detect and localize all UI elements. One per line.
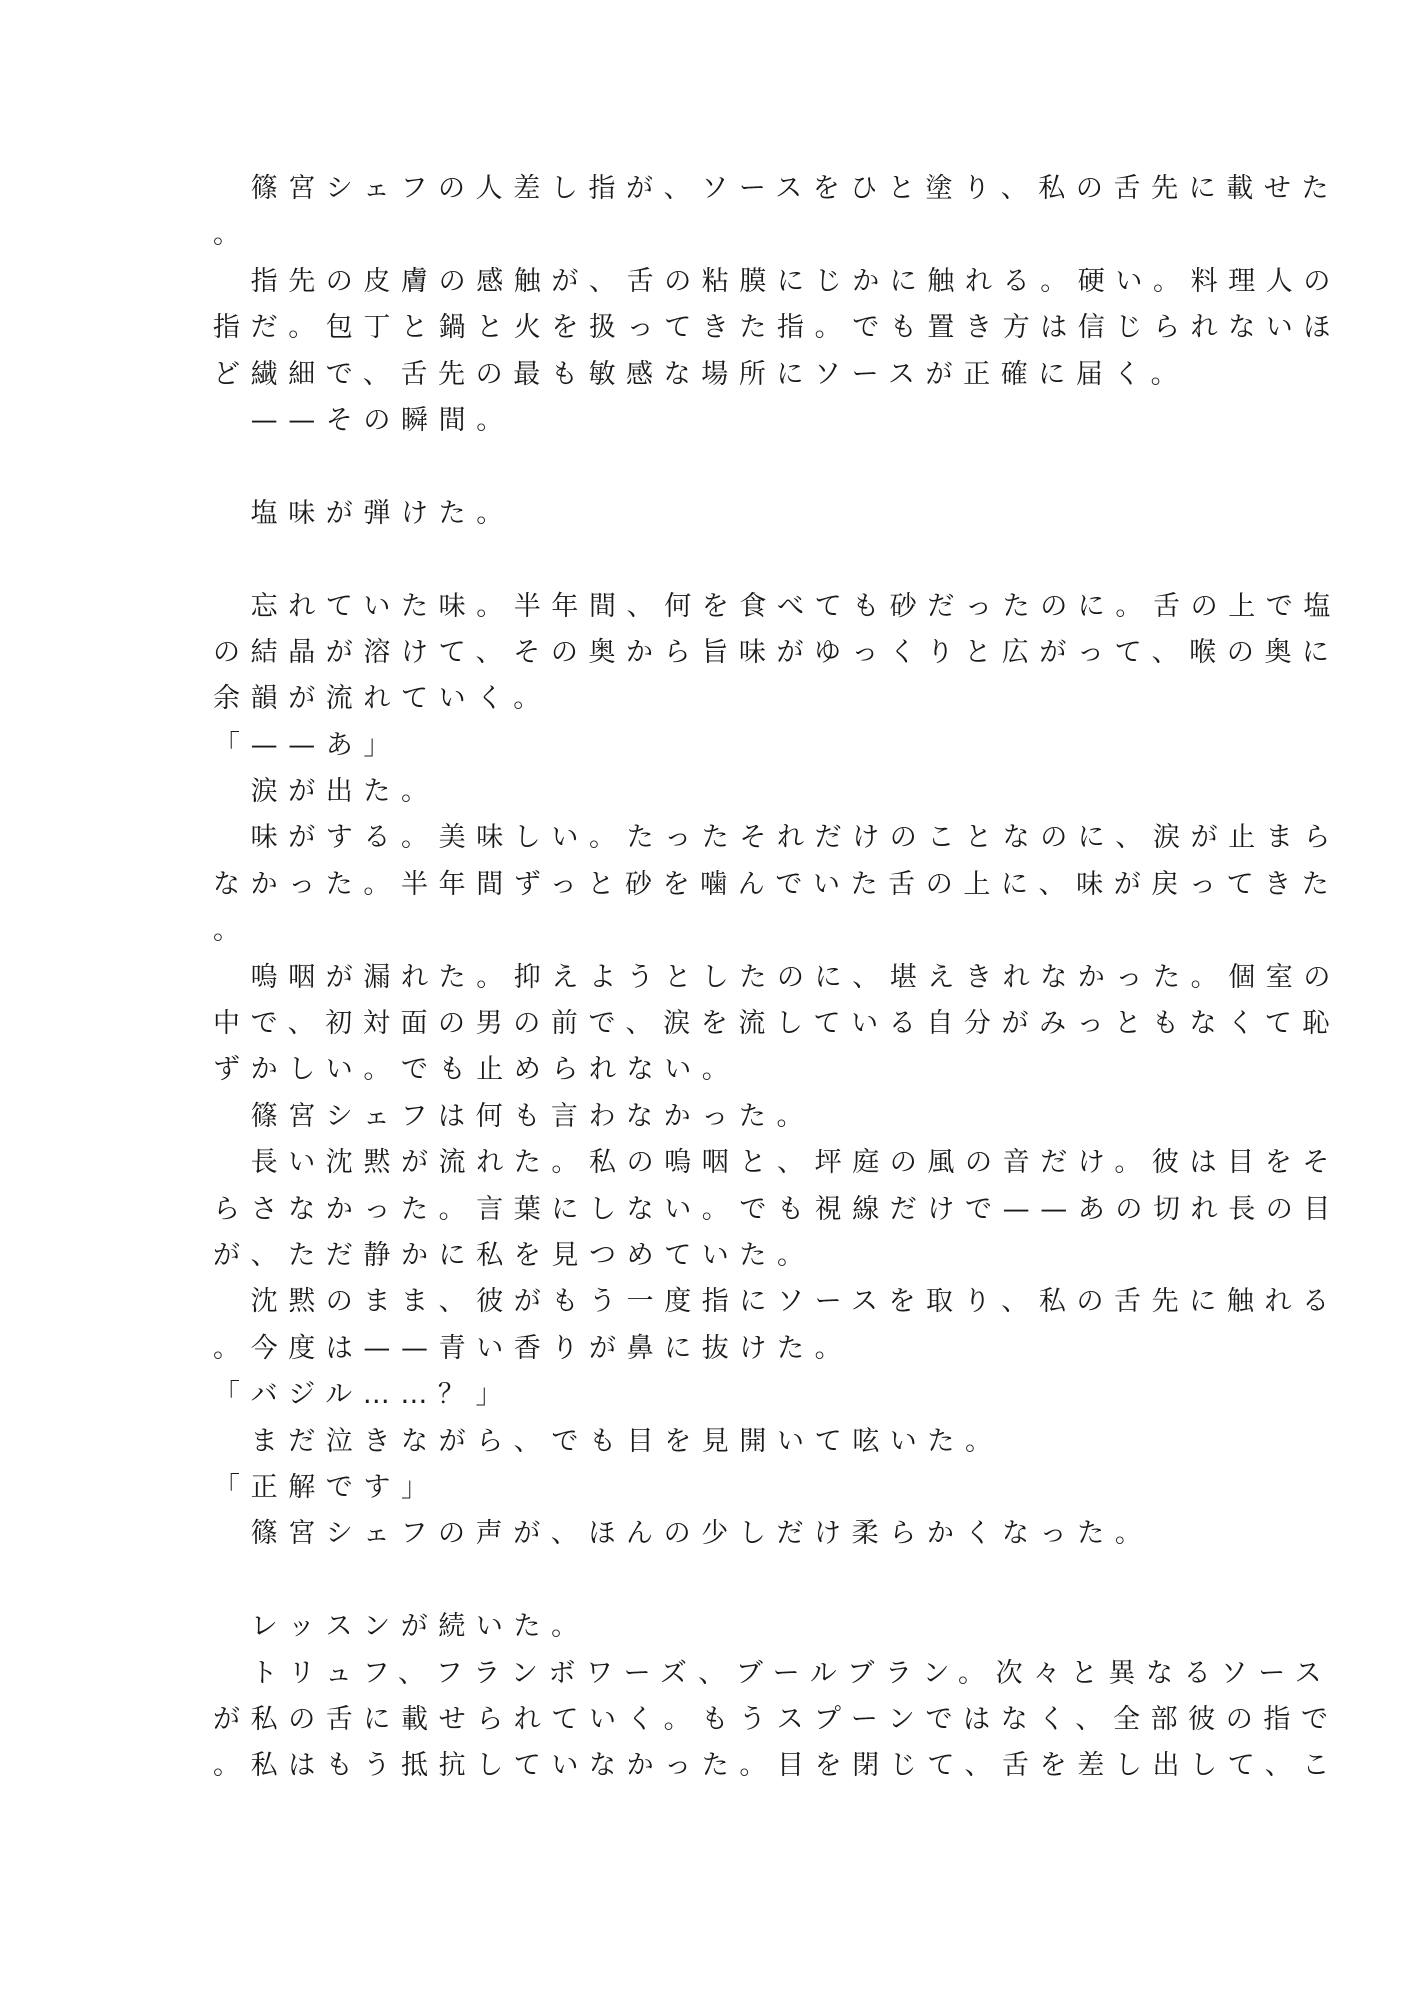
text-line: が、ただ静かに私を見つめていた。 [213,1239,815,1271]
text-line: 「——あ」 [213,729,401,761]
text-line: 指先の皮膚の感触が、舌の粘膜にじかに触れる。硬い。料理人の [213,265,1341,297]
text-line: なかった。半年間ずっと砂を噛んでいた舌の上に、味が戻ってきた [213,868,1340,900]
text-line: 涙が出た。 [213,776,439,808]
text-line: らさなかった。言葉にしない。でも視線だけで——あの切れ長の目 [213,1193,1341,1225]
text-line: 篠宮シェフの声が、ほんの少しだけ柔らかくなった。 [213,1518,1153,1550]
text-line: 。今度は——青い香りが鼻に抜けた。 [213,1332,853,1364]
text-line: 長い沈黙が流れた。私の嗚咽と、坪庭の風の音だけ。彼は目をそ [213,1147,1340,1179]
text-line: ど繊細で、舌先の最も敏感な場所にソースが正確に届く。 [213,358,1189,390]
text-line: 塩味が弾けた。 [213,497,514,529]
text-line [213,444,1213,490]
text-line: 余韻が流れていく。 [213,683,551,715]
text-line: 「バジル……？」 [213,1379,514,1411]
text-line [213,537,1213,583]
text-line: が私の舌に載せられていく。もうスプーンではなく、全部彼の指で [213,1703,1339,1735]
text-line: トリュフ、フランボワーズ、ブールブラン。次々と異なるソース [213,1657,1333,1689]
text-line: 忘れていた味。半年間、何を食べても砂だったのに。舌の上で塩 [213,590,1341,622]
text-line: 篠宮シェフは何も言わなかった。 [213,1100,815,1132]
text-line: 。 [213,219,251,251]
body-text [213,166,1341,1790]
text-line: 沈黙のまま、彼がもう一度指にソースを取り、私の舌先に触れる [213,1286,1340,1318]
text-line: ——その瞬間。 [213,404,514,436]
text-line: 「正解です」 [213,1471,439,1503]
text-line: 指だ。包丁と鍋と火を扱ってきた指。でも置き方は信じられないほ [213,312,1341,344]
text-line: 。私はもう抵抗していなかった。目を閉じて、舌を差し出して、こ [213,1750,1340,1782]
text-line: の結晶が溶けて、その奥から旨味がゆっくりと広がって、喉の奥に [213,636,1340,668]
text-line: まだ泣きながら、でも目を見開いて呟いた。 [213,1425,1003,1457]
text-line: レッスンが続いた。 [213,1611,589,1643]
text-line: 中で、初対面の男の前で、涙を流している自分がみっともなくて恥 [213,1008,1340,1040]
text-line: ずかしい。でも止められない。 [213,1054,740,1086]
text-line: 嗚咽が漏れた。抑えようとしたのに、堪えきれなかった。個室の [213,961,1341,993]
text-line: 篠宮シェフの人差し指が、ソースをひと塗り、私の舌先に載せた [213,173,1340,204]
text-line: 。 [213,915,251,947]
text-line [213,1558,1213,1604]
text-line: 味がする。美味しい。たったそれだけのことなのに、涙が止まら [213,822,1341,854]
